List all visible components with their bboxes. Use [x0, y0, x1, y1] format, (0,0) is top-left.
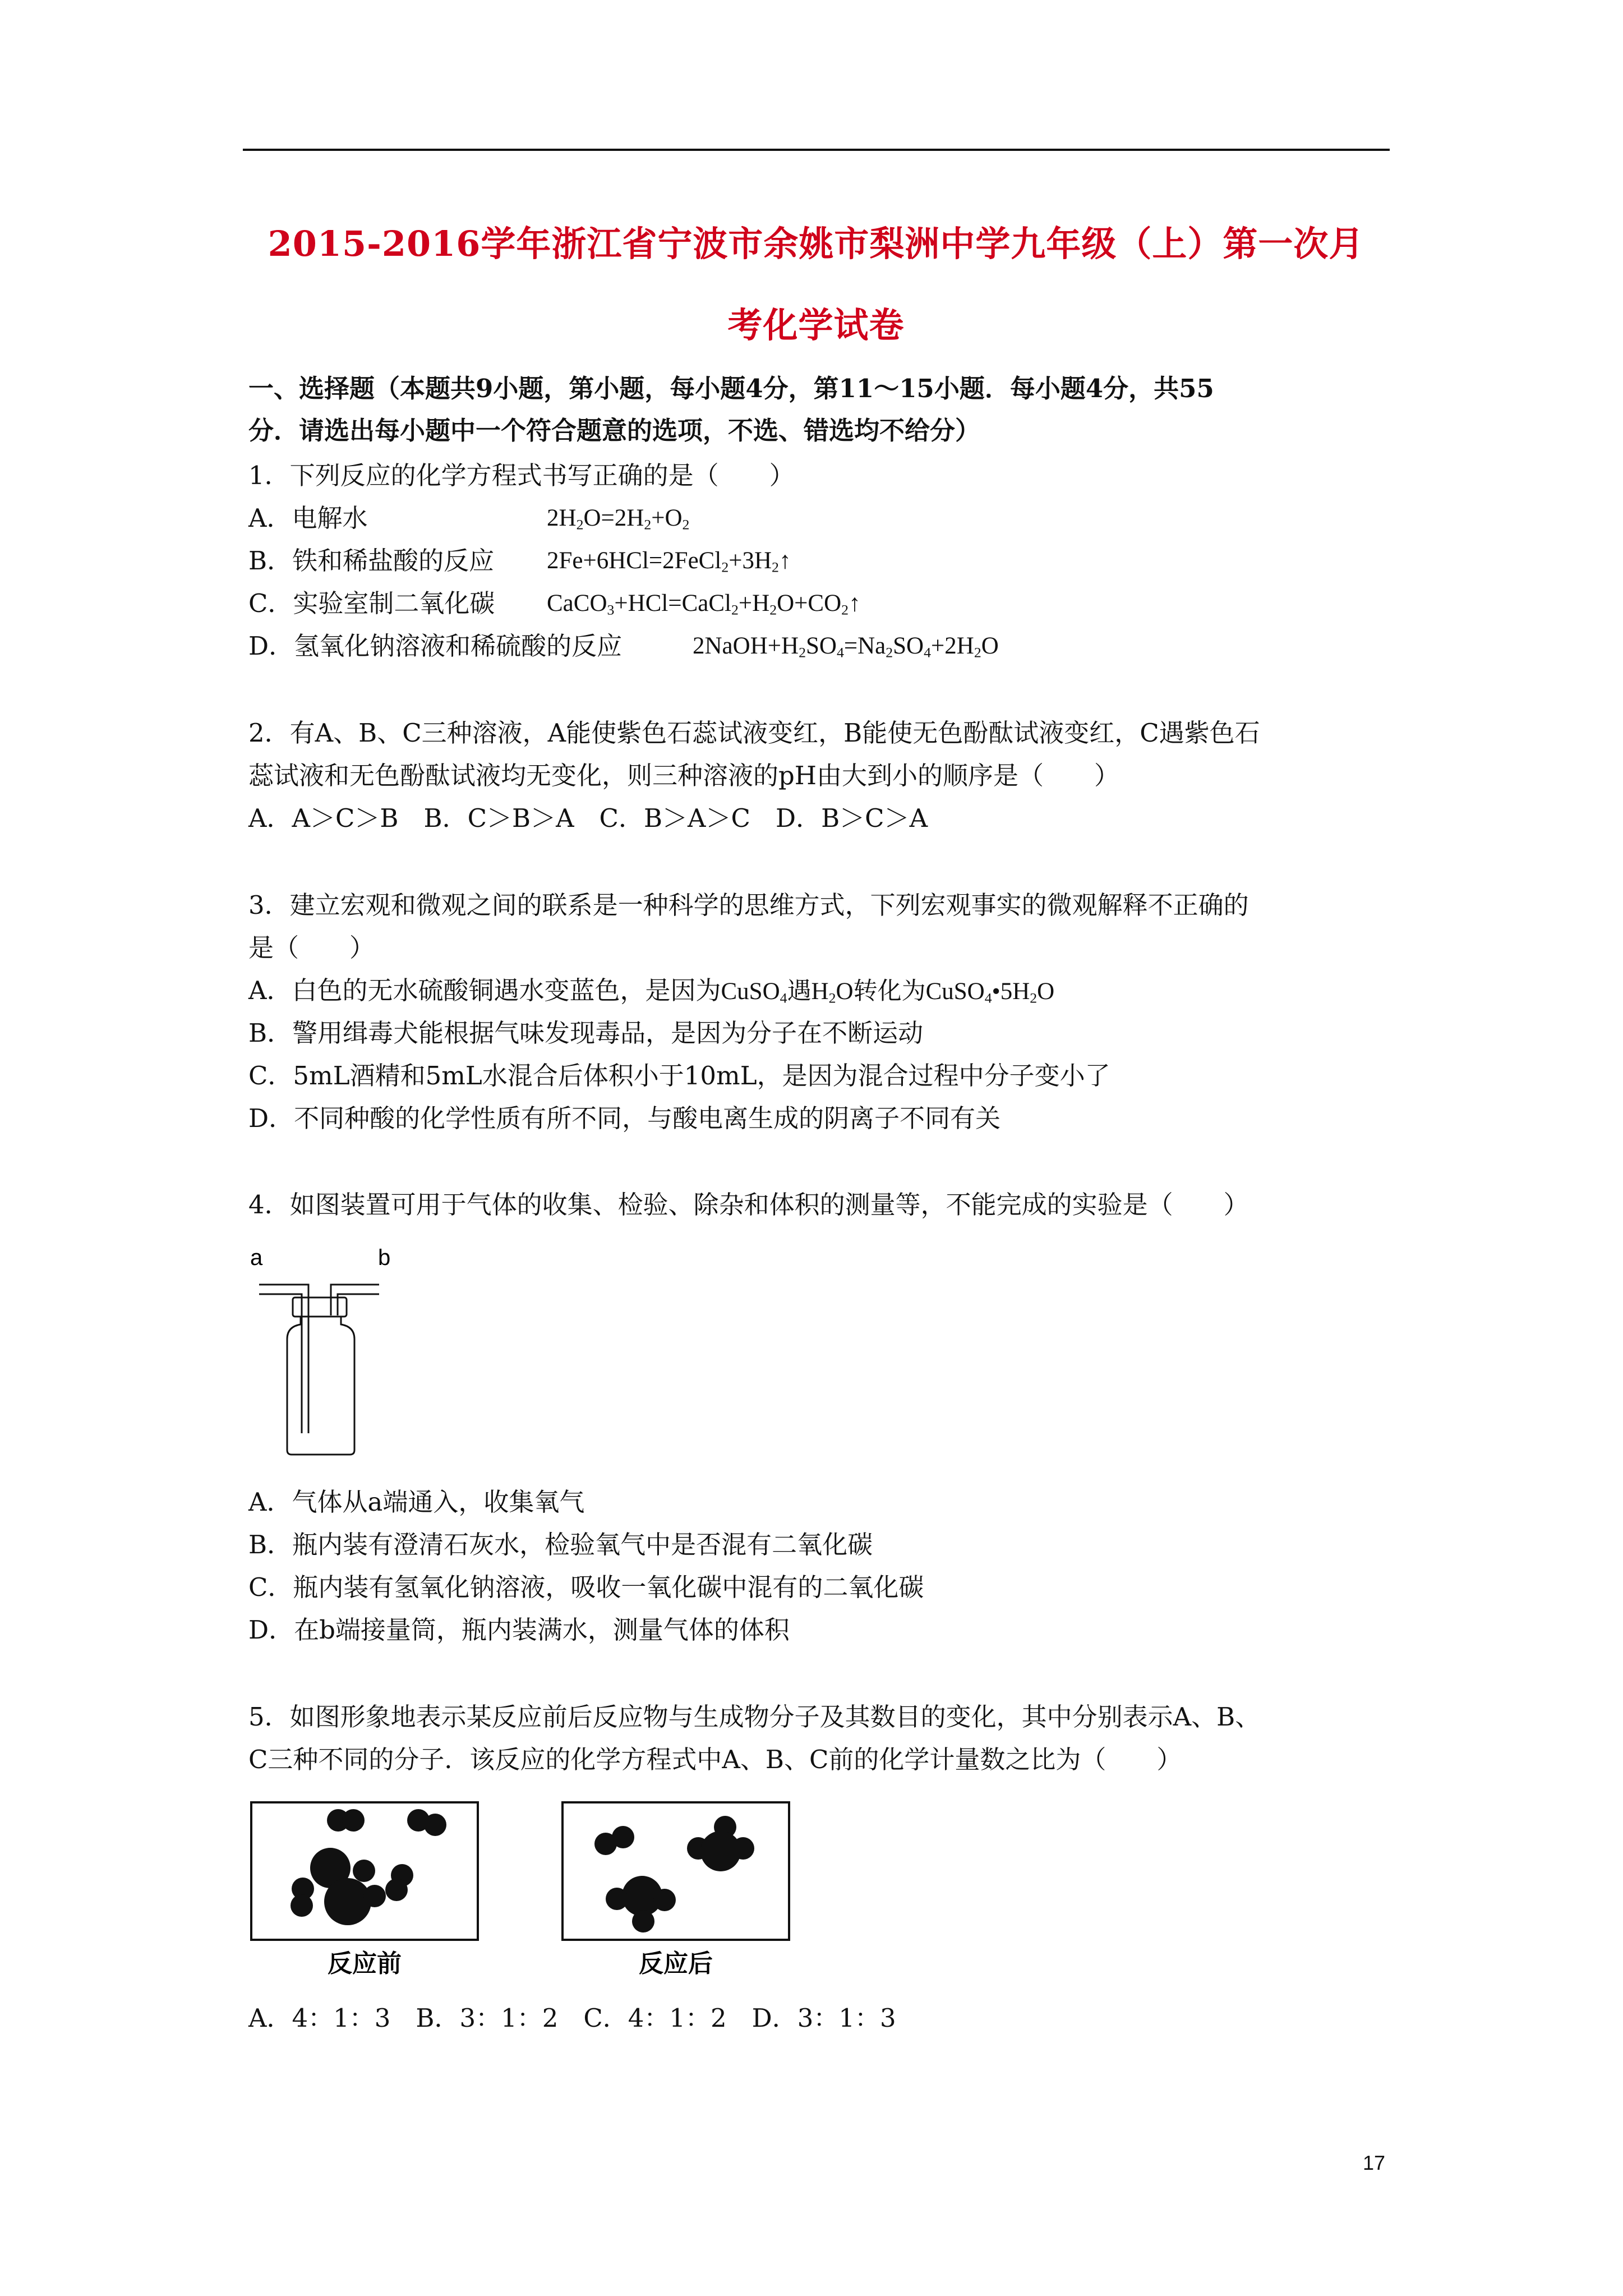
- q3-option-d: D．不同种酸的化学性质有所不同，与酸电离生成的阴离子不同有关: [248, 1103, 1001, 1133]
- q3-stem-line1: 3．建立宏观和微观之间的联系是一种科学的思维方式，下列宏观事实的微观解释不正确的: [248, 890, 1249, 920]
- q4-option-a: A．气体从a端通入，收集氧气: [248, 1487, 585, 1517]
- q1-option-c-equation: $CaCO_3+HCl=CaCl_2+H_2O+CO_2↑$: [547, 590, 861, 618]
- q1-option-d-label: D．氢氧化钠溶液和稀硫酸的反应: [248, 631, 623, 661]
- page-number: 17: [1363, 2151, 1386, 2174]
- q3-option-a-formula: CuSO$_4$遇$H_2O$转化为$CuSO_4•5H_2O$: [721, 978, 1055, 1006]
- header-rule: [243, 149, 1390, 151]
- q1-option-b-equation: $2Fe+6HCl=2FeCl_2+3H_2↑$: [547, 547, 791, 576]
- q1-option-a-equation: $2H_2O=2H_2+O_2$: [547, 505, 690, 533]
- q2-options: A．A＞C＞B B．C＞B＞A C．B＞A＞C D．B＞C＞A: [248, 803, 928, 833]
- section-heading-line1: 一、选择题（本题共9小题，第小题，每小题4分，第11～15小题．每小题4分，共55: [248, 374, 1214, 403]
- q2-stem-line1: 2．有A、B、C三种溶液，A能使紫色石蕊试液变红，B能使无色酚酞试液变红，C遇紫色石: [248, 718, 1260, 748]
- tube-label-b: b: [378, 1245, 391, 1270]
- exam-title-line2: 考化学试卷: [727, 305, 905, 346]
- q5-options: A．4：1：3 B．3：1：2 C．4：1：2 D．3：1：3: [248, 2003, 896, 2033]
- q2-stem-line2: 蕊试液和无色酚酞试液均无变化，则三种溶液的pH由大到小的顺序是（ ）: [248, 761, 1120, 790]
- tube-label-a: a: [250, 1245, 263, 1270]
- q4-stem: 4．如图装置可用于气体的收集、检验、除杂和体积的测量等，不能完成的实验是（ ）: [248, 1190, 1249, 1220]
- q5-stem-line2: C三种不同的分子．该反应的化学方程式中A、B、C前的化学计量数之比为（ ）: [248, 1745, 1182, 1774]
- q4-option-c: C．瓶内装有氢氧化钠溶液，吸收一氧化碳中混有的二氧化碳: [248, 1572, 924, 1602]
- after-reaction-label: 反应后: [639, 1949, 713, 1978]
- q4-option-b: B．瓶内装有澄清石灰水，检验氧气中是否混有二氧化碳: [248, 1530, 873, 1559]
- before-reaction-label: 反应前: [328, 1949, 402, 1978]
- section-heading-line2: 分．请选出每小题中一个符合题意的选项，不选、错选均不给分）: [248, 416, 981, 445]
- q1-option-a-label: A．电解水: [248, 503, 368, 533]
- q3-option-c: C．5mL酒精和5mL水混合后体积小于10mL，是因为混合过程中分子变小了: [248, 1061, 1110, 1091]
- before-reaction-figure: [247, 1798, 482, 1983]
- q1-stem: 1．下列反应的化学方程式书写正确的是（ ）: [248, 461, 795, 490]
- q4-option-d: D．在b端接量筒，瓶内装满水，测量气体的体积: [248, 1615, 790, 1645]
- q1-option-c-label: C．实验室制二氧化碳: [248, 588, 495, 618]
- after-reaction-diagram: [558, 1798, 794, 1983]
- gas-washing-bottle-figure: [247, 1243, 391, 1467]
- q1-option-b-label: B．铁和稀盐酸的反应: [248, 546, 495, 576]
- q1-option-d-equation: $2NaOH+H_2SO_4=Na_2SO_4+2H_2O$: [693, 633, 999, 661]
- gas-bottle-diagram: [247, 1243, 391, 1467]
- q3-stem-line2: 是（ ）: [248, 933, 375, 963]
- q3-option-a-text: A．白色的无水硫酸铜遇水变蓝色，是因为: [248, 976, 721, 1005]
- after-reaction-figure: [558, 1798, 794, 1983]
- before-reaction-diagram: [247, 1798, 482, 1983]
- exam-title-line1: 2015-2016学年浙江省宁波市余姚市梨洲中学九年级（上）第一次月: [268, 223, 1364, 264]
- q3-option-b: B．警用缉毒犬能根据气味发现毒品，是因为分子在不断运动: [248, 1018, 924, 1048]
- q5-stem-line1: 5．如图形象地表示某反应前后反应物与生成物分子及其数目的变化，其中分别表示A、B、: [248, 1702, 1261, 1732]
- q3-option-a: [248, 974, 1054, 1015]
